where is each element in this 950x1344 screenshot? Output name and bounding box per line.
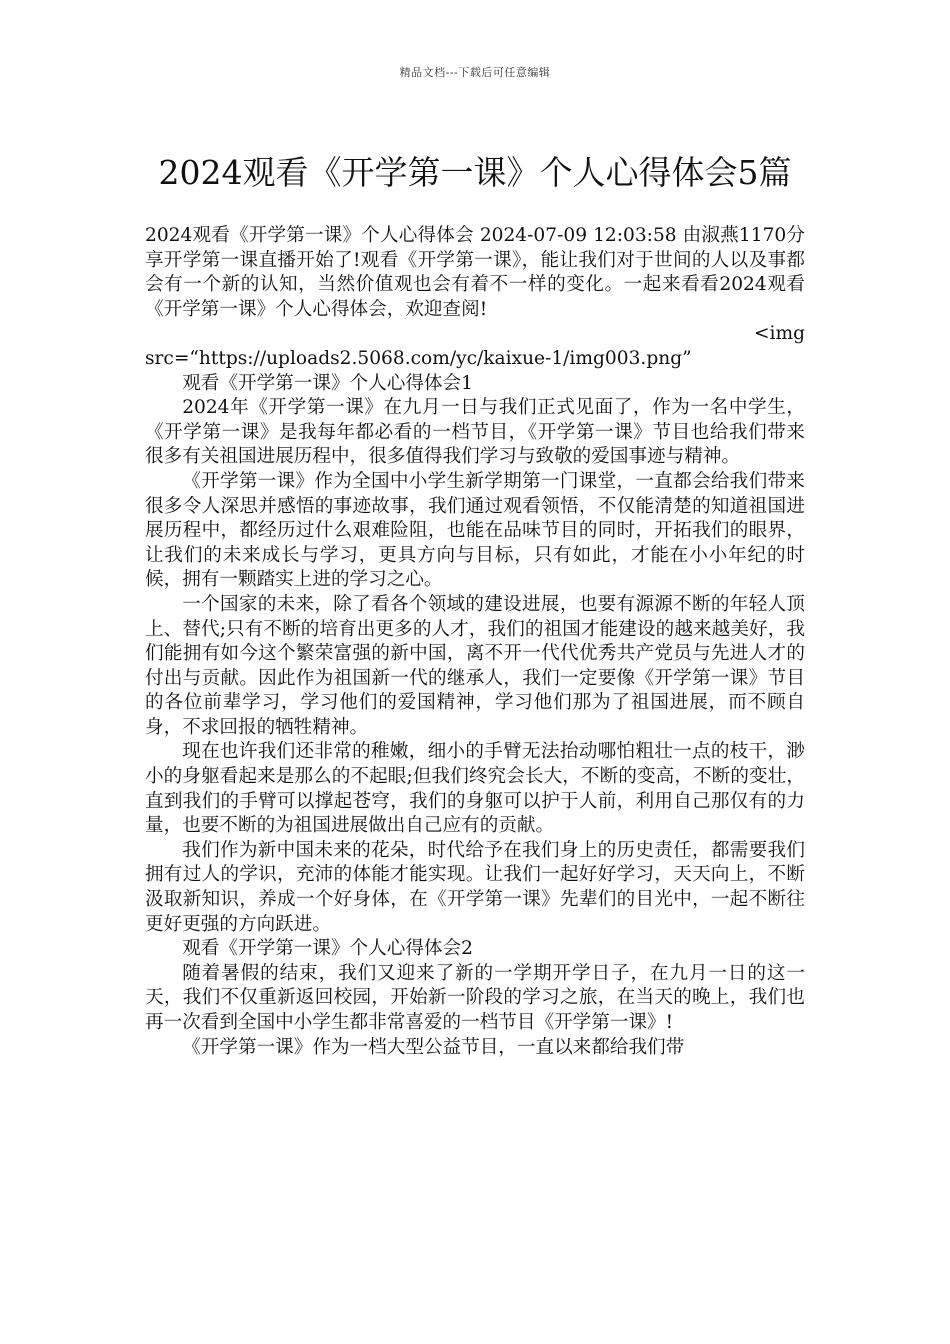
document-body <box>145 224 805 1060</box>
paragraph: 随着暑假的结束，我们又迎来了新的一学期开学日子，在九月一日的这一天，我们不仅重新返回校园，开始新一阶段的学习之旅，在当天的晚上，我们也再一次看到全国中小学生都非常喜爱的一档节目《开学第一课》! <box>145 962 805 1033</box>
intro-paragraph: 2024观看《开学第一课》个人心得体会 2024-07-09 12:03:58 由淑燕1170分享开学第一课直播开始了!观看《开学第一课》，能让我们对于世间的人以及事都会有一个新的认知，当然价值观也会有着不一样的变化。一起来看看2024观看《开学第一课》个人心得体会，欢迎查阅! <box>145 225 805 320</box>
image-tag-line: <img <box>753 323 805 345</box>
image-src-line: src=“https://uploads2.5068.com/yc/kaixue-1/img003.png” <box>145 347 692 369</box>
paragraph: 2024年《开学第一课》在九月一日与我们正式见面了，作为一名中学生，《开学第一课》是我每年都必看的一档节目，《开学第一课》节目也给我们带来很多有关祖国进展历程中，很多值得我们学习与致敬的爱国事迹与精神。 <box>145 397 805 468</box>
paragraph: 我们作为新中国未来的花朵，时代给予在我们身上的历史责任，都需要我们拥有过人的学识，充沛的体能才能实现。让我们一起好好学习，天天向上，不断汲取新知识，养成一个好身体，在《开学第一课》先辈们的目光中，一起不断往更好更强的方向跃进。 <box>145 839 805 935</box>
paragraph: 现在也许我们还非常的稚嫩，细小的手臂无法抬动哪怕粗壮一点的枝干，渺小的身躯看起来是那么的不起眼;但我们终究会长大，不断的变高，不断的变壮，直到我们的手臂可以撑起苍穹，我们的身躯可以护于人前，利用自己那仅有的力量，也要不断的为祖国进展做出自己应有的贡献。 <box>145 741 805 837</box>
section-1-title: 观看《开学第一课》个人心得体会1 <box>182 372 473 394</box>
paragraph: 《开学第一课》作为全国中小学生新学期第一门课堂，一直都会给我们带来很多令人深思并感悟的事迹故事，我们通过观看领悟，不仅能清楚的知道祖国进展历程中，都经历过什么艰难险阻，也能在品味节目的同时，开拓我们的眼界，让我们的未来成长与学习，更具方向与目标，只有如此，才能在小小年纪的时候，拥有一颗踏实上进的学习之心。 <box>145 470 805 591</box>
document-title: 2024观看《开学第一课》个人心得体会5篇 <box>158 153 792 193</box>
page-header: 精品文档---下载后可任意编辑 <box>399 66 551 79</box>
paragraph: 一个国家的未来，除了看各个领域的建设进展，也要有源源不断的年轻人顶上、替代;只有不断的培育出更多的人才，我们的祖国才能建设的越来越美好，我们能拥有如今这个繁荣富强的新中国，离不开一代代优秀共产党员与先进人才的付出与贡献。因此作为祖国新一代的继承人，我们一定要像《开学第一课》节目的各位前辈学习，学习他们的爱国精神，学习他们那为了祖国进展，而不顾自身，不求回报的牺牲精神。 <box>145 593 805 738</box>
paragraph: 《开学第一课》作为一档大型公益节目，一直以来都给我们带 <box>182 1036 685 1058</box>
section-2-title: 观看《开学第一课》个人心得体会2 <box>182 938 473 960</box>
